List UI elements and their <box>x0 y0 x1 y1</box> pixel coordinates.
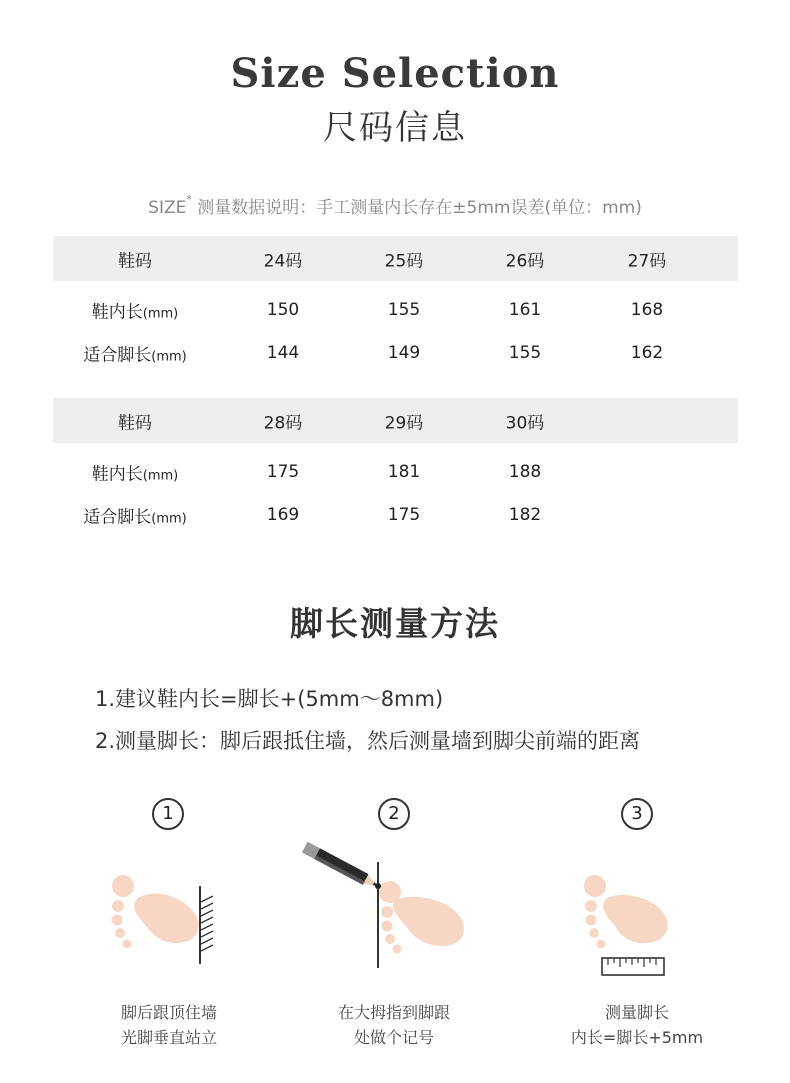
method-step-2: 2.测量脚长：脚后跟抵住墙，然后测量墙到脚尖前端的距离 <box>95 729 641 753</box>
table-header-cell: 鞋码 <box>118 251 152 271</box>
caption-line: 测量脚长 <box>604 1003 669 1022</box>
row-label-unit: (mm) <box>151 349 187 364</box>
table-row <box>53 331 738 374</box>
caption-line: 光脚垂直站立 <box>120 1028 217 1047</box>
table-cell: 155 <box>387 299 421 320</box>
table-header-cell: 27码 <box>627 251 667 271</box>
foot-pencil-mark-icon <box>298 842 478 972</box>
page-title-en: Size Selection <box>230 50 560 97</box>
table-cell: 169 <box>266 504 300 525</box>
table-header-cell: 26码 <box>505 251 545 271</box>
step-number-2: 2 <box>378 798 410 830</box>
measurement-note <box>0 193 790 218</box>
table-cell: 161 <box>508 299 542 320</box>
table-cell: 155 <box>508 342 542 363</box>
table-cell: 144 <box>266 342 300 363</box>
method-step-1: 1.建议鞋内长=脚长+(5mm～8mm) <box>95 687 444 711</box>
row-label <box>83 340 186 365</box>
row-label-text: 鞋内长 <box>91 464 143 484</box>
row-label-unit: (mm) <box>151 511 187 526</box>
size-table-1 <box>53 236 738 374</box>
caption-line: 内长=脚长+5mm <box>570 1028 704 1047</box>
caption-line: 脚后跟顶住墙 <box>120 1003 217 1022</box>
row-label-unit: (mm) <box>142 468 179 483</box>
note-prefix: SIZE <box>148 198 187 218</box>
size-table-2 <box>53 398 738 536</box>
row-label <box>92 459 178 484</box>
caption-line: 在大拇指到脚跟 <box>337 1003 450 1022</box>
table-cell: 175 <box>266 461 300 482</box>
table-row <box>53 493 738 536</box>
table-cell: 168 <box>630 299 664 320</box>
table-cell: 149 <box>387 342 421 363</box>
row-label-unit: (mm) <box>142 306 179 321</box>
method-title: 脚长测量方法 <box>290 604 500 643</box>
table-header-cell: 鞋码 <box>118 413 152 433</box>
caption-line: 处做个记号 <box>353 1028 434 1047</box>
table-header-cell: 25码 <box>384 251 424 271</box>
row-label <box>83 502 186 527</box>
row-label-text: 鞋内长 <box>91 302 143 322</box>
table-row <box>53 288 738 331</box>
table-header-cell: 28码 <box>263 413 303 433</box>
table-header-cell: 29码 <box>384 413 424 433</box>
row-label-text: 适合脚长 <box>83 345 152 365</box>
table-header-cell: 30码 <box>505 413 545 433</box>
illustration-caption-2 <box>284 1000 504 1050</box>
table-row <box>53 450 738 493</box>
table-cell: 150 <box>266 299 300 320</box>
foot-ruler-icon <box>575 868 675 980</box>
table-cell: 175 <box>387 504 421 525</box>
table-header-cell: 24码 <box>263 251 303 271</box>
page-title-cn: 尺码信息 <box>323 108 467 148</box>
step-number-3: 3 <box>621 798 653 830</box>
row-label <box>92 297 178 322</box>
row-label-text: 适合脚长 <box>83 507 152 527</box>
step-number-1: 1 <box>152 798 184 830</box>
table-cell: 182 <box>508 504 542 525</box>
foot-against-wall-icon <box>100 868 230 968</box>
table-header-row <box>53 236 738 281</box>
illustration-caption-3 <box>527 1000 747 1050</box>
table-cell: 181 <box>387 461 421 482</box>
note-text: 测量数据说明：手工测量内长存在±5mm误差(单位：mm) <box>197 198 642 218</box>
illustration-caption-1 <box>59 1000 279 1050</box>
table-cell: 188 <box>508 461 542 482</box>
note-star: * <box>186 193 192 206</box>
table-header-row <box>53 398 738 443</box>
table-cell: 162 <box>630 342 664 363</box>
